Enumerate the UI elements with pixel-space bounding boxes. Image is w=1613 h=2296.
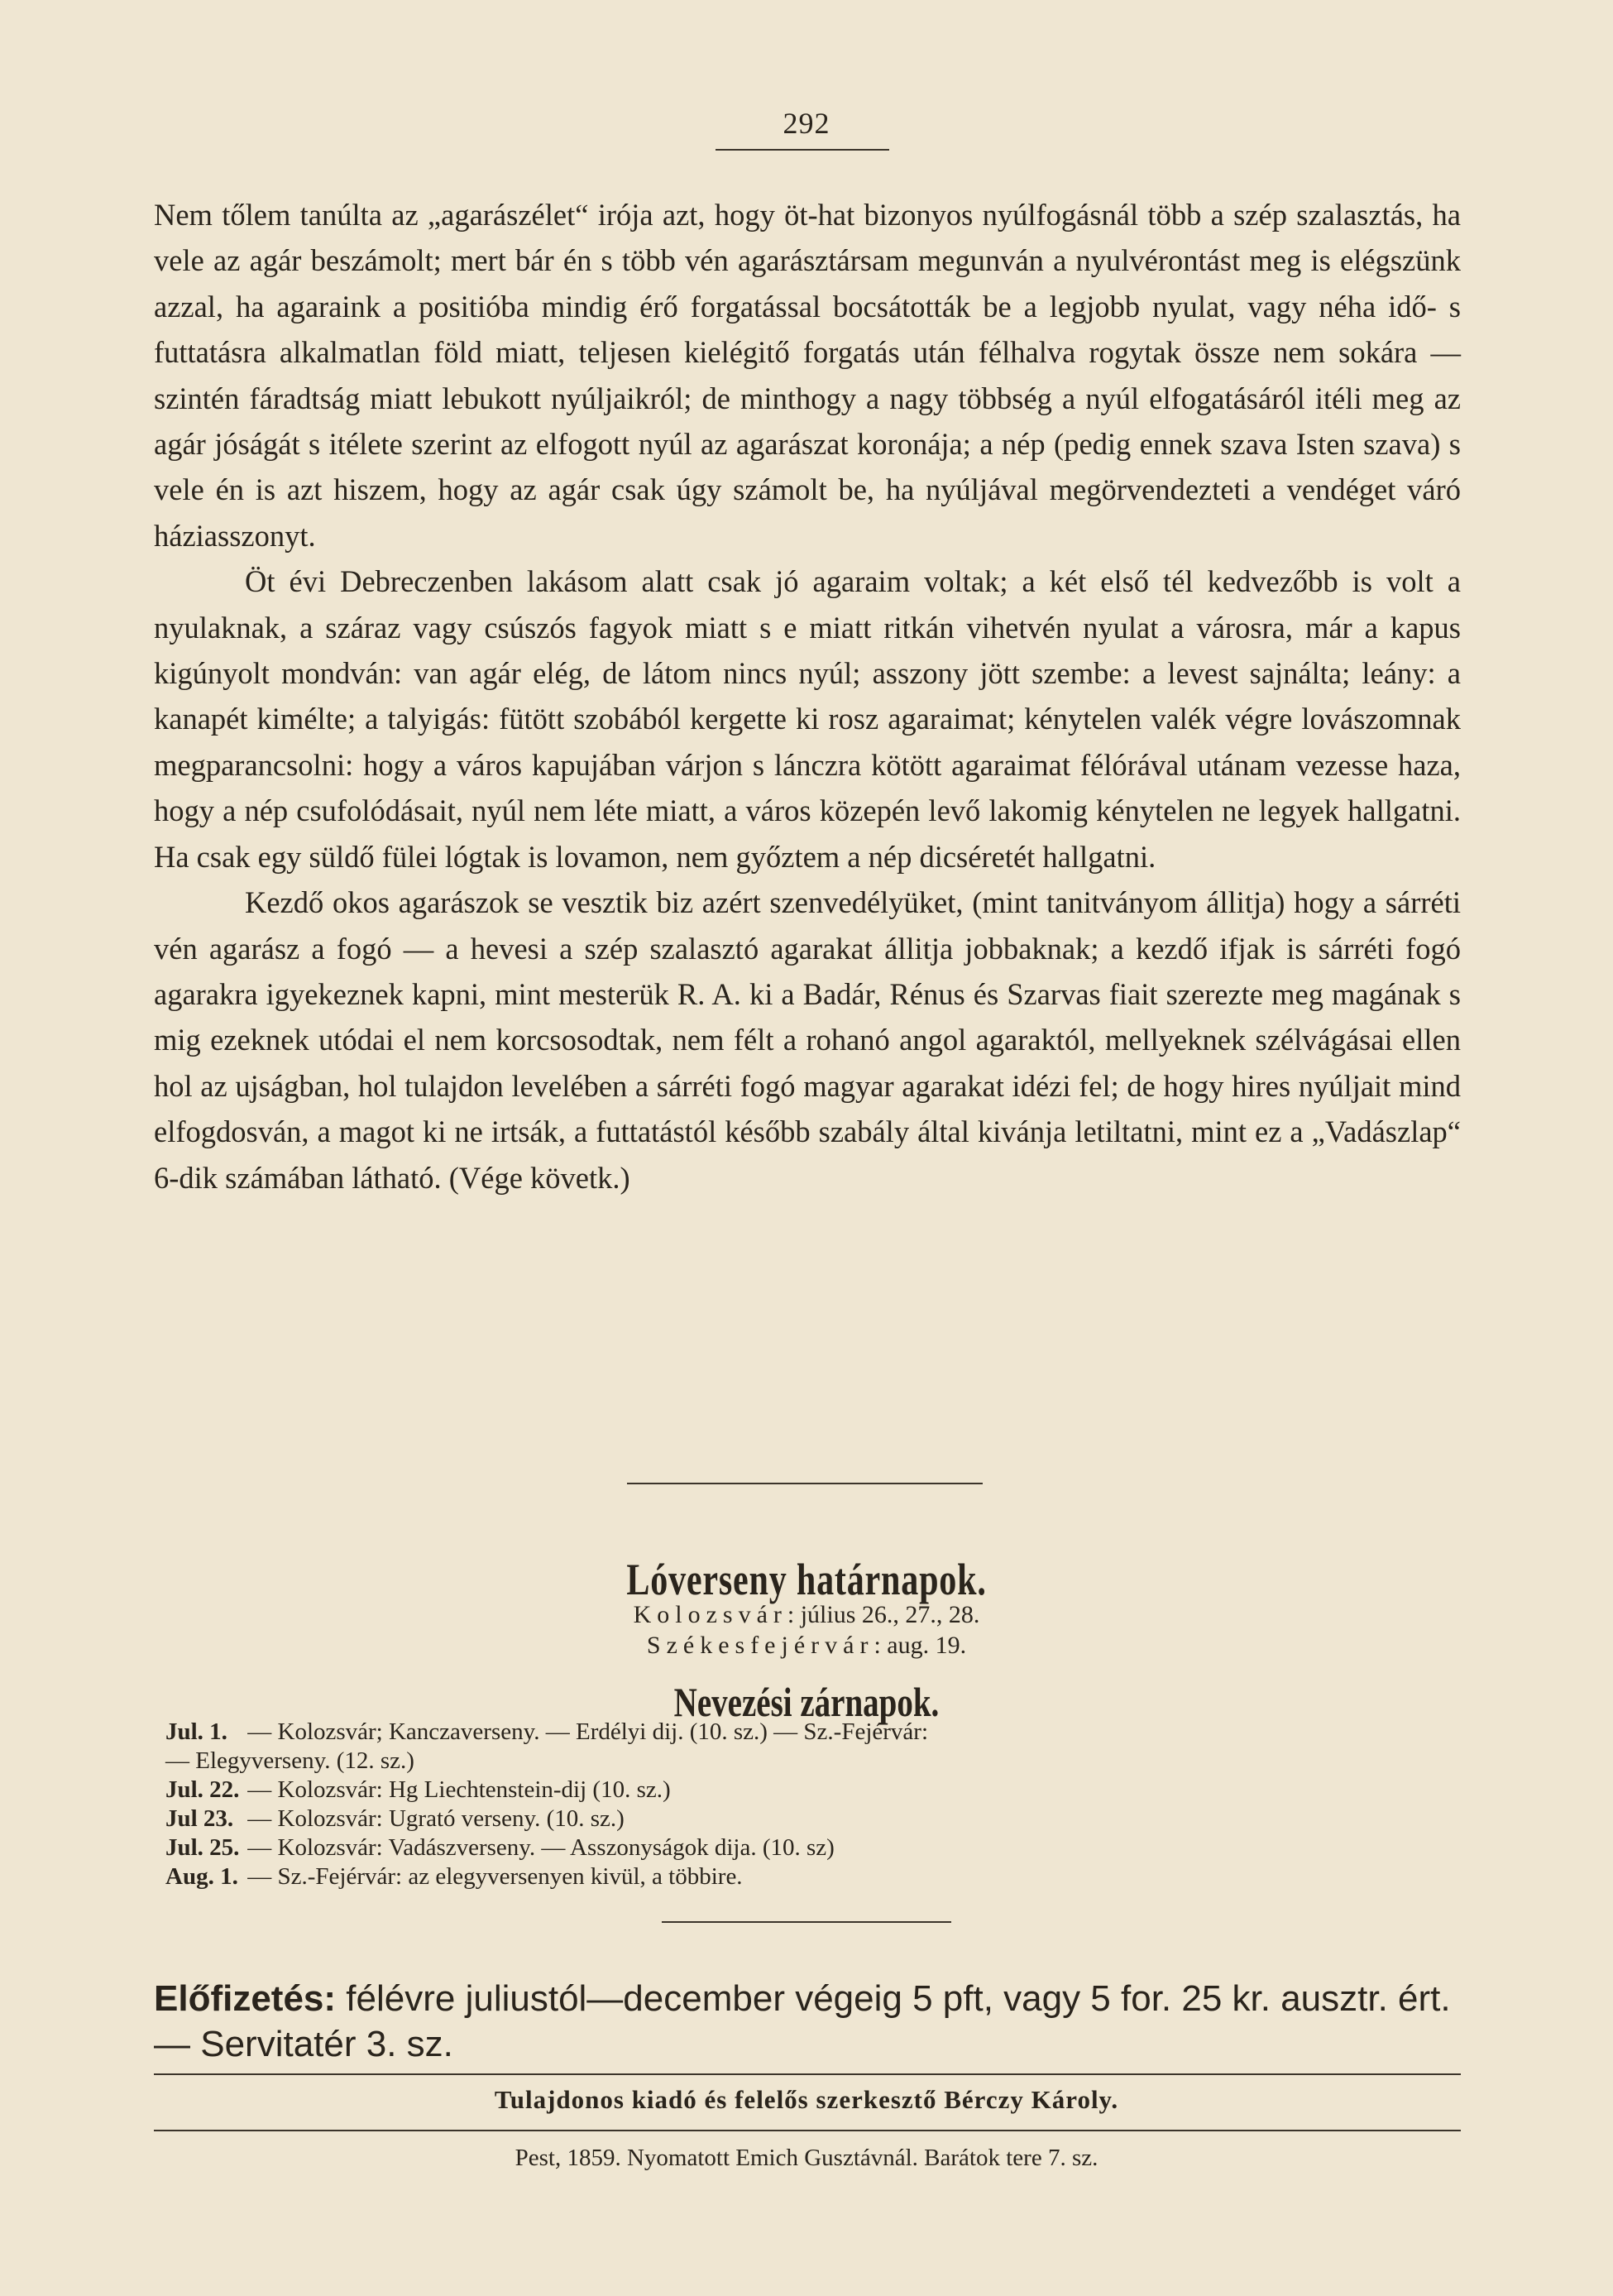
footer-rule bbox=[154, 2130, 1461, 2131]
list-item bbox=[165, 1776, 1464, 1805]
entry-text: — Kolozsvár: Vadászverseny. — Asszonyságok dija. (10. sz) bbox=[247, 1834, 835, 1861]
entry-date: Aug. 1. bbox=[165, 1863, 238, 1890]
page-number-rule bbox=[716, 149, 889, 151]
entries-heading: Nevezési zárnapok. bbox=[673, 1679, 940, 1725]
races-heading: Lóverseny határnapok. bbox=[626, 1555, 987, 1604]
subscription-text: félévre juliustól—december végeig 5 pft, vagy 5 for. 25 kr. ausztr. ért. — Servitatér 3. sz. bbox=[154, 1978, 1451, 2064]
list-item bbox=[165, 1718, 1464, 1747]
owner-line: Tulajdonos kiadó és felelős szerkesztő Bérczy Károly. bbox=[494, 2085, 1119, 2114]
entry-text: — Kolozsvár: Ugrató verseny. (10. sz.) bbox=[247, 1805, 625, 1832]
entry-text: — Kolozsvár; Kanczaverseny. — Erdélyi dij. (10. sz.) — Sz.-Fejérvár: bbox=[247, 1718, 928, 1745]
subscription-notice bbox=[154, 1976, 1461, 2067]
subscription-label: Előfizetés: bbox=[154, 1978, 337, 2019]
imprint-line: Pest, 1859. Nyomatott Emich Gusztávnál. Barátok tere 7. sz. bbox=[515, 2145, 1098, 2171]
section-divider bbox=[627, 1483, 983, 1484]
entry-date: Jul 23. bbox=[165, 1805, 234, 1832]
section-divider bbox=[662, 1921, 951, 1923]
race-place: Kolozsvár bbox=[633, 1601, 787, 1628]
entry-text: — Sz.-Fejérvár: az elegyversenyen kivül, a többire. bbox=[247, 1863, 743, 1890]
race-dates: : július 26., 27., 28. bbox=[787, 1601, 980, 1628]
race-dates: : aug. 19. bbox=[874, 1632, 967, 1659]
race-place: Székesfejérvár bbox=[646, 1632, 874, 1659]
list-item bbox=[165, 1805, 1464, 1833]
race-date-line bbox=[0, 1632, 1613, 1660]
entry-text: — Elegyverseny. (12. sz.) bbox=[165, 1747, 414, 1774]
entry-date: Jul. 1. bbox=[165, 1718, 227, 1745]
entry-date: Jul. 22. bbox=[165, 1776, 240, 1803]
paragraph: Öt évi Debreczenben lakásom alatt csak jó agaraim voltak; a két első tél kedvezőbb is volt a nyulaknak, a száraz vagy csúszós fagyok miatt s e miatt ritkán vihetvén nyulat a városra, már a kapus kigúnyolt mondván: van agár elég, de látom nincs nyúl; asszony jött szembe: a levest sajnálta; leány: a kanapét kimélte; a talyigás: fütött szobából kergette ki rosz agaraimat; kénytelen valék végre lovászomnak megparancsolni: hogy a város kapujában várjon s lánczra kötött agaraimat félórával utánam vezesse haza, hogy a nép csufolódásait, nyúl nem léte miatt, a város közepén levő lakomig kénytelen ne legyek hallgatni. Ha csak egy süldő fülei lógtak is lovamon, nem győztem a nép dicséretét hallgatni. bbox=[154, 564, 1461, 874]
footer-rule bbox=[154, 2073, 1461, 2075]
entry-date: Jul. 25. bbox=[165, 1834, 240, 1861]
list-item bbox=[165, 1747, 1464, 1776]
article-body bbox=[154, 192, 1461, 1201]
list-item bbox=[165, 1862, 1464, 1891]
page-number: 292 bbox=[783, 107, 830, 140]
list-item bbox=[165, 1833, 1464, 1862]
paragraph: Kezdő okos agarászok se vesztik biz azért szenvedélyüket, (mint tanitványom állitja) hogy a sárréti vén agarász a fogó — a hevesi a szép szalasztó agarakat állitja jobbaknak; a kezdő ifjak is sárréti fogó agarakra igyekeznek kapni, mint mesterük R. A. ki a Badár, Rénus és Szarvas fiait szerezte meg magának s mig ezeknek utódai el nem korcsosodtak, nem félt a rohanó angol agaraktól, mellyeknek szélvágásai ellen hol az ujságban, hol tulajdon levelében a sárréti fogó magyar agarakat idézi fel; de hogy hires nyúljait mind elfogdosván, a magot ki ne irtsák, a futtatástól később szabály által kivánja letiltatni, mint ez a „Vadászlap“ 6-dik számában látható. (Vége követk.) bbox=[154, 885, 1461, 1195]
entries-list bbox=[165, 1718, 1464, 1891]
race-date-line bbox=[0, 1601, 1613, 1629]
entry-text: — Kolozsvár: Hg Liechtenstein-dij (10. sz.) bbox=[247, 1776, 671, 1803]
paragraph: Nem tőlem tanúlta az „agarászélet“ irója azt, hogy öt-hat bizonyos nyúlfogásnál több a szép szalasztás, ha vele az agár beszámolt; mert bár én s több vén agarásztársam megunván a nyulvérontást meg is elégszünk azzal, ha agaraink a positióba mindig érő forgatással bocsátották be a legjobb nyulat, vagy néha idő- s futtatásra alkalmatlan föld miatt, teljesen kielégitő forgatás után félhalva rogytak össze nem sokára — szintén fáradtság miatt lebukott nyúljaikról; de minthogy a nagy többség a nyúl elfogatásáról itéli meg az agár jóságát s itélete szerint az elfogott nyúl az agarászat koronája; a nép (pedig ennek szava Isten szava) s vele én is azt hiszem, hogy az agár csak úgy számolt be, ha nyúljával megörvendezteti a vendéget váró háziasszonyt. bbox=[154, 198, 1461, 553]
